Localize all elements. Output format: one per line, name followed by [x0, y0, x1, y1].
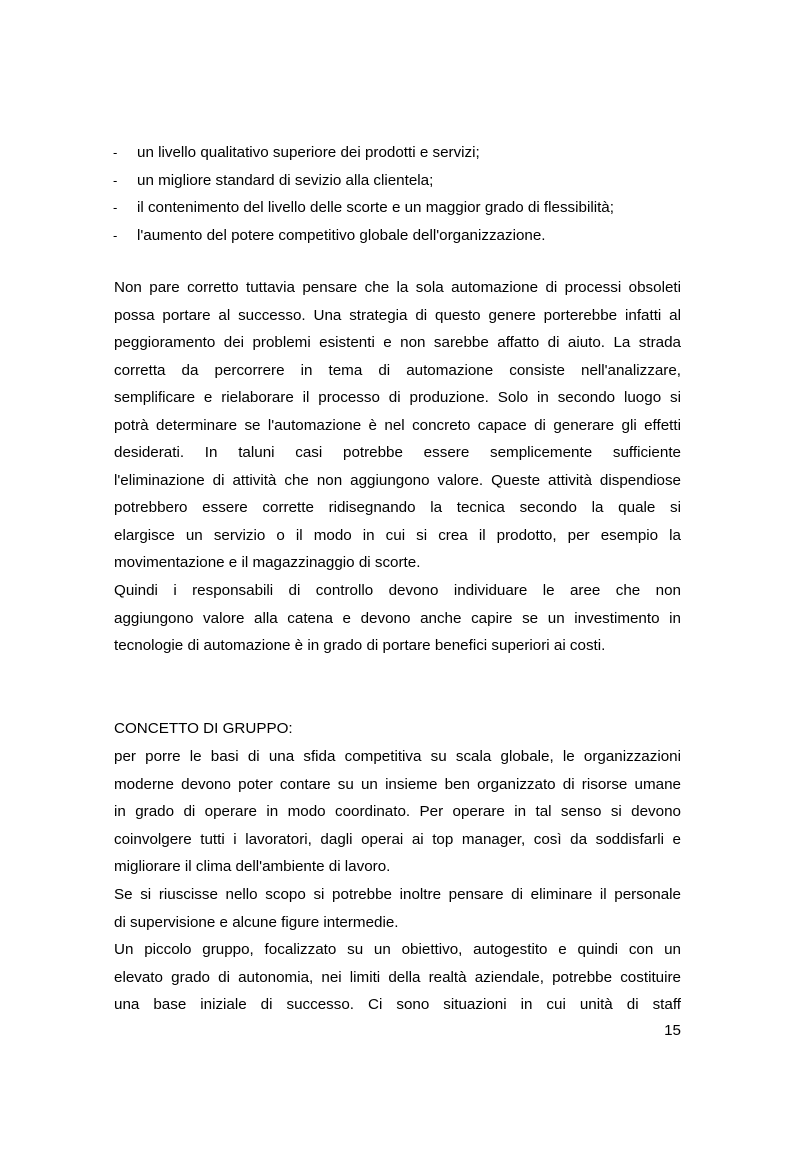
text-line: per porre le basi di una sfida competitiva su scala globale, le organizzazioni: [114, 748, 681, 765]
list-item: [113, 222, 683, 250]
list-item: [113, 167, 683, 195]
text-line: Un piccolo gruppo, focalizzato su un obiettivo, autogestito e quindi con un: [114, 941, 681, 958]
text-line: tecnologie di automazione è in grado di portare benefici superiori ai costi.: [114, 637, 606, 654]
text-line: migliorare il clima dell'ambiente di lavoro.: [114, 858, 391, 875]
text-line: potrebbero essere corrette ridisegnando la tecnica secondo la quale si: [114, 499, 681, 516]
text-line: Quindi i responsabili di controllo devono individuare le aree che non: [114, 582, 681, 599]
text-line: desiderati. In taluni casi potrebbe essere semplicemente sufficiente: [114, 444, 681, 461]
text-line: l'eliminazione di attività che non aggiungono valore. Queste attività dispendiose: [114, 471, 681, 489]
bullet-marker: -: [113, 227, 118, 243]
text-line: elargisce un servizio o il modo in cui si crea il prodotto, per esempio la: [114, 526, 681, 544]
paragraph-small-group: [114, 936, 681, 1019]
text-line: moderne devono poter contare su un insieme ben organizzato di risorse umane: [114, 775, 681, 793]
paragraph-automation: [114, 274, 681, 577]
text-line: corretta da percorrere in tema di automazione consiste nell'analizzare,: [114, 361, 681, 379]
section-heading: CONCETTO DI GRUPPO:: [114, 720, 293, 737]
list-item: [113, 139, 683, 167]
text-line: elevato grado di autonomia, nei limiti della realtà aziendale, potrebbe costituire: [114, 968, 681, 986]
text-line: possa portare al successo. Una strategia di questo genere porterebbe infatti al: [114, 306, 681, 324]
list-item: [113, 194, 683, 222]
text-line: di supervisione e alcune figure intermedie.: [114, 913, 399, 931]
paragraph-group-basis: [114, 743, 681, 881]
paragraph-supervision: [114, 881, 681, 936]
list-item-text: il contenimento del livello delle scorte e un maggior grado di flessibilità;: [137, 199, 614, 216]
paragraph-control: [114, 577, 681, 660]
bullet-marker: -: [113, 172, 118, 188]
text-line: Se si riuscisse nello scopo si potrebbe inoltre pensare di eliminare il personale: [114, 886, 681, 903]
bullet-marker: -: [113, 145, 118, 160]
text-line: in grado di operare in modo coordinato. Per operare in tal senso si devono: [114, 803, 681, 820]
text-line: peggioramento dei problemi esistenti e non sarebbe affatto di aiuto. La strada: [114, 334, 681, 351]
text-line: coinvolgere tutti i lavoratori, dagli operai ai top manager, così da soddisfarli e: [114, 830, 681, 848]
text-line: semplificare e rielaborare il processo di produzione. Solo in secondo luogo si: [114, 389, 681, 406]
text-line: movimentazione e il magazzinaggio di scorte.: [114, 554, 421, 571]
page-number: 15: [664, 1022, 681, 1039]
list-item-text: un migliore standard di sevizio alla clientela;: [137, 171, 434, 189]
text-line: aggiungono valore alla catena e devono anche capire se un investimento in: [114, 609, 681, 627]
bullet-marker: -: [113, 200, 118, 215]
text-line: potrà determinare se l'automazione è nel concreto capace di generare gli effetti: [114, 416, 681, 434]
text-line: Non pare corretto tuttavia pensare che la sola automazione di processi obsoleti: [114, 279, 681, 296]
text-line: una base iniziale di successo. Ci sono situazioni in cui unità di staff: [114, 996, 681, 1013]
list-item-text: l'aumento del potere competitivo globale dell'organizzazione.: [137, 226, 546, 244]
bullet-list: [113, 139, 683, 249]
list-item-text: un livello qualitativo superiore dei prodotti e servizi;: [137, 144, 480, 161]
